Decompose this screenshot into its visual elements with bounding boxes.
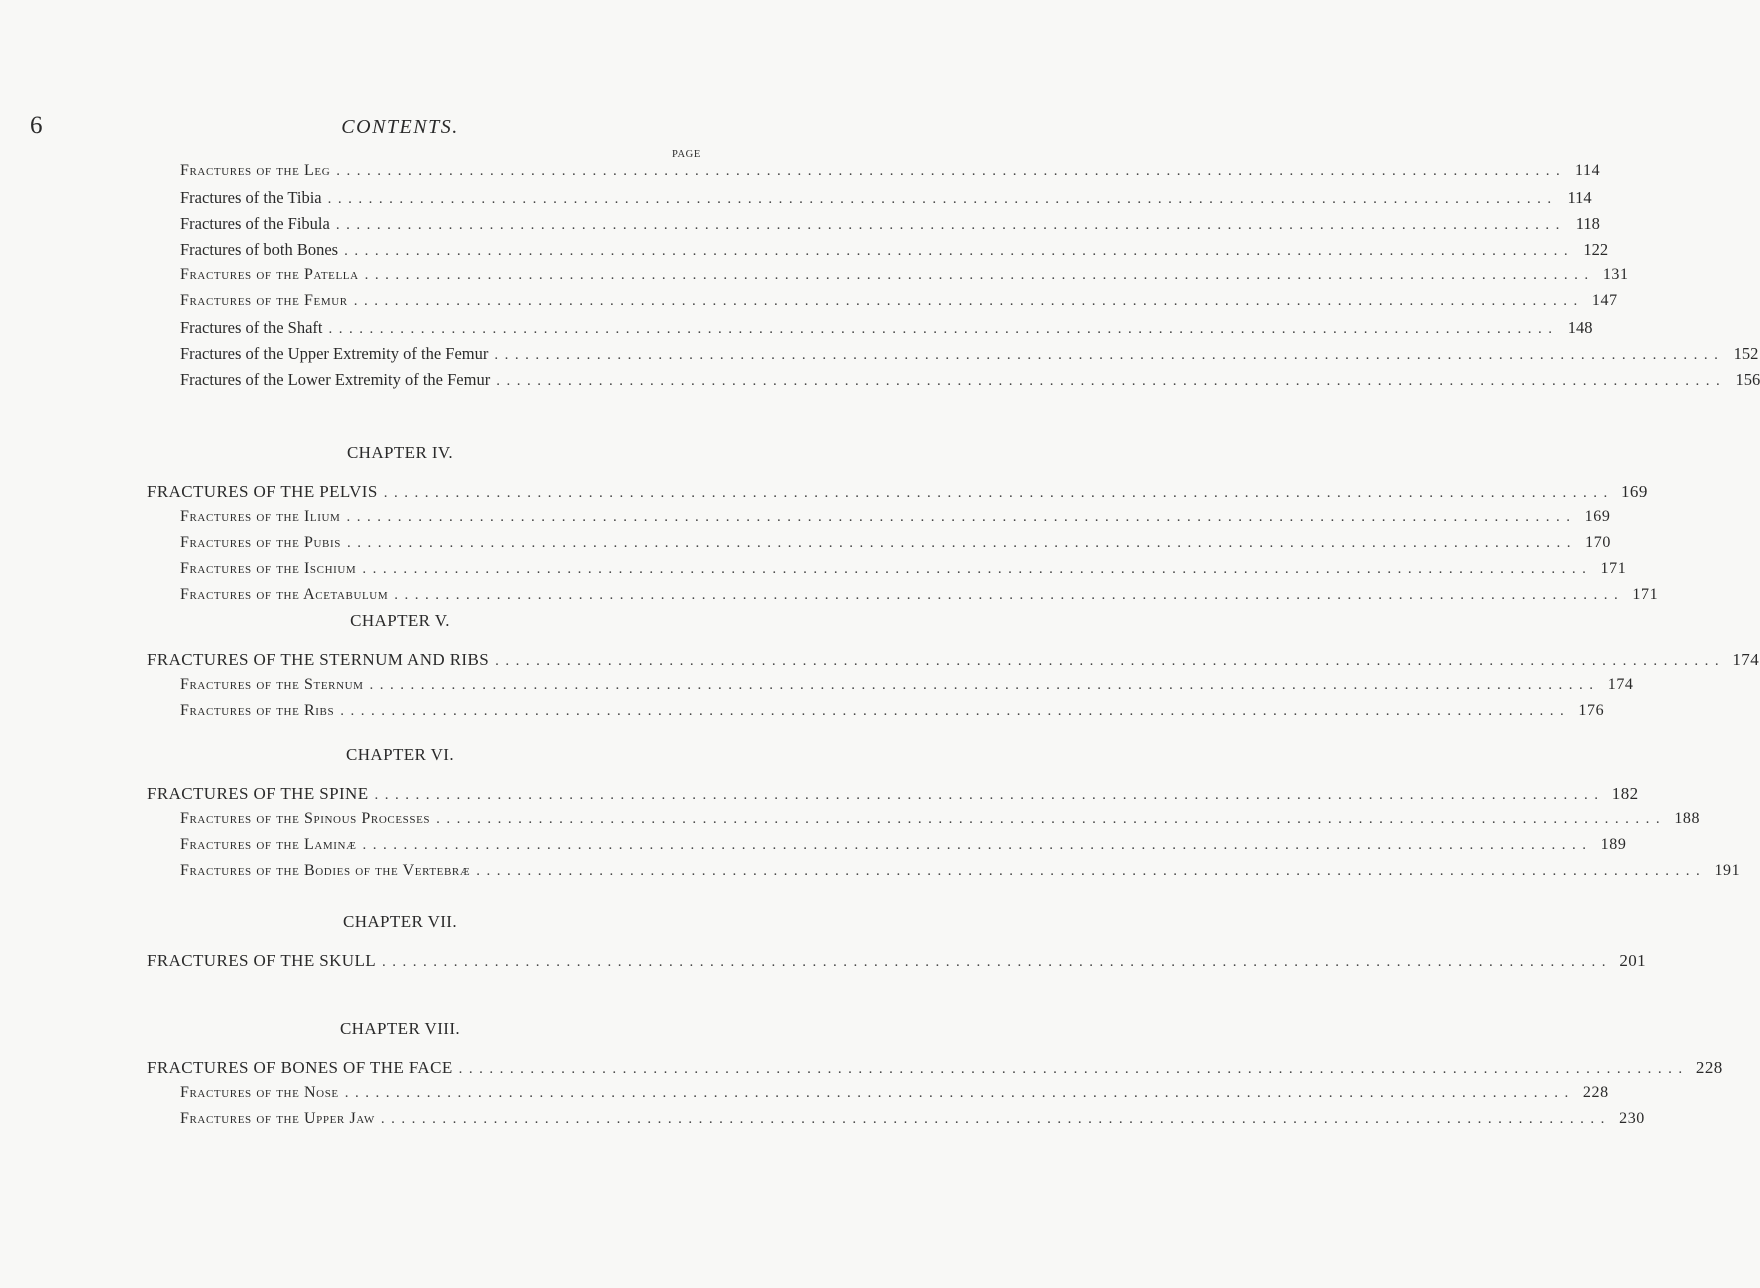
dot-leader: ........................................................................................................................ — [346, 535, 1577, 551]
entry-page-number: 182 — [1611, 784, 1639, 803]
dot-leader: ........................................................................................................................ — [382, 954, 1613, 970]
page-number: 6 — [30, 112, 43, 139]
entry-page-number: 191 — [1714, 862, 1741, 879]
dot-leader: ........................................................................................................................ — [327, 191, 1558, 207]
dot-leader: ........................................................................................................................ — [346, 509, 1577, 525]
dot-leader: ........................................................................................................................ — [364, 267, 1595, 283]
entry-title: Fractures of the Lower Extremity of the Femur — [180, 370, 491, 389]
entry-page-number: 169 — [1621, 482, 1648, 501]
toc-entry — [180, 862, 1741, 888]
entry-title: Fractures of the Leg — [180, 162, 331, 179]
toc-entry — [180, 188, 1592, 214]
toc-entry — [180, 344, 1759, 370]
entry-page-number: 114 — [1567, 188, 1592, 207]
dot-leader: ........................................................................................................................ — [328, 321, 1559, 337]
dot-leader: ........................................................................................................................ — [369, 677, 1600, 693]
entry-title: Fractures of the Upper Extremity of the Femur — [180, 344, 489, 363]
chapter-heading: CHAPTER VIII. — [339, 1019, 461, 1038]
toc-entry — [180, 266, 1629, 292]
entry-page-number: 228 — [1582, 1084, 1609, 1101]
dot-leader: ........................................................................................................................ — [374, 787, 1605, 803]
chapter-heading: CHAPTER V. — [350, 611, 450, 630]
entry-title: FRACTURES OF BONES OF THE FACE — [147, 1058, 453, 1077]
dot-leader: ........................................................................................................................ — [336, 163, 1567, 179]
toc-entry — [180, 676, 1634, 702]
toc-entry — [180, 318, 1593, 344]
entry-title: Fractures of the Patella — [180, 266, 359, 283]
entry-title: Fractures of the Fibula — [180, 214, 330, 233]
toc-entry — [180, 240, 1609, 266]
dot-leader: ........................................................................................................................ — [362, 561, 1593, 577]
dot-leader: ........................................................................................................................ — [458, 1061, 1689, 1077]
toc-entry — [147, 650, 1760, 676]
entry-title: Fractures of the Bodies of the Vertebræ — [180, 862, 471, 879]
entry-title: Fractures of the Laminæ — [180, 836, 357, 853]
toc-entry — [147, 1058, 1723, 1084]
entry-title: Fractures of the Spinous Processes — [180, 810, 431, 827]
entry-page-number: 114 — [1575, 162, 1601, 179]
entry-title: Fractures of the Sternum — [180, 676, 364, 693]
entry-title: Fractures of the Nose — [180, 1084, 339, 1101]
toc-entry — [180, 586, 1659, 612]
entry-title: FRACTURES OF THE SPINE — [147, 784, 369, 803]
dot-leader: ........................................................................................................................ — [496, 373, 1727, 389]
chapter-heading: CHAPTER VI. — [346, 745, 454, 764]
dot-leader: ........................................................................................................................ — [344, 243, 1575, 259]
dot-leader: ........................................................................................................................ — [494, 347, 1725, 363]
entry-title: Fractures of the Pubis — [180, 534, 341, 551]
entry-title: Fractures of the Tibia — [180, 188, 322, 207]
entry-page-number: 230 — [1619, 1110, 1645, 1127]
entry-title: Fractures of the Ilium — [180, 508, 341, 525]
entry-page-number: 169 — [1584, 508, 1611, 525]
entry-title: Fractures of the Ischium — [180, 560, 357, 577]
entry-page-number: 156 — [1735, 370, 1760, 389]
toc-entry — [147, 784, 1639, 810]
entry-title: Fractures of the Ribs — [180, 702, 335, 719]
toc-entry — [180, 214, 1600, 240]
chapter-heading: CHAPTER VII. — [342, 912, 458, 931]
entry-title: FRACTURES OF THE PELVIS — [147, 482, 378, 501]
toc-entry — [180, 810, 1701, 836]
entry-page-number: 189 — [1600, 836, 1627, 853]
entry-page-number: 170 — [1585, 534, 1611, 551]
entry-page-number: 174 — [1607, 676, 1634, 693]
entry-page-number: 152 — [1733, 344, 1759, 363]
dot-leader: ........................................................................................................................ — [495, 653, 1726, 669]
toc-entry — [180, 1084, 1609, 1110]
entry-page-number: 188 — [1674, 810, 1701, 827]
dot-leader: ........................................................................................................................ — [436, 811, 1667, 827]
entry-page-number: 201 — [1619, 951, 1647, 970]
entry-page-number: 147 — [1591, 292, 1618, 309]
toc-entry — [180, 162, 1601, 188]
dot-leader: ........................................................................................................................ — [380, 1111, 1611, 1127]
toc-entry — [180, 1110, 1645, 1136]
entry-title: Fractures of the Femur — [180, 292, 348, 309]
entry-page-number: 171 — [1632, 586, 1659, 603]
toc-entry — [147, 482, 1648, 508]
entry-title: Fractures of the Shaft — [180, 318, 323, 337]
entry-page-number: 131 — [1602, 266, 1629, 283]
toc-entry — [180, 836, 1627, 862]
dot-leader: ........................................................................................................................ — [340, 703, 1571, 719]
dot-leader: ........................................................................................................................ — [476, 863, 1707, 879]
entry-title: Fractures of the Acetabulum — [180, 586, 389, 603]
entry-page-number: 228 — [1695, 1058, 1723, 1077]
entry-page-number: 171 — [1600, 560, 1627, 577]
dot-leader: ........................................................................................................................ — [353, 293, 1584, 309]
toc-entry — [147, 951, 1647, 977]
entry-page-number: 174 — [1732, 650, 1760, 669]
toc-entry — [180, 370, 1760, 396]
toc-entry — [180, 292, 1618, 318]
entry-title: Fractures of both Bones — [180, 240, 339, 259]
running-head: CONTENTS. — [341, 116, 459, 138]
dot-leader: ........................................................................................................................ — [335, 217, 1566, 233]
chapter-heading: CHAPTER IV. — [346, 443, 454, 462]
entry-page-number: 118 — [1575, 214, 1600, 233]
toc-entry — [180, 702, 1605, 728]
entry-page-number: 176 — [1578, 702, 1605, 719]
page-column-label: PAGE — [672, 149, 701, 160]
toc-entry — [180, 560, 1627, 586]
entry-page-number: 122 — [1583, 240, 1609, 259]
entry-page-number: 148 — [1567, 318, 1593, 337]
dot-leader: ........................................................................................................................ — [383, 485, 1614, 501]
toc-entry — [180, 534, 1611, 560]
entry-title: FRACTURES OF THE SKULL — [147, 951, 377, 970]
dot-leader: ........................................................................................................................ — [344, 1085, 1575, 1101]
dot-leader: ........................................................................................................................ — [362, 837, 1593, 853]
entry-title: Fractures of the Upper Jaw — [180, 1110, 375, 1127]
dot-leader: ........................................................................................................................ — [394, 587, 1625, 603]
entry-title: FRACTURES OF THE STERNUM AND RIBS — [147, 650, 490, 669]
toc-entry — [180, 508, 1611, 534]
